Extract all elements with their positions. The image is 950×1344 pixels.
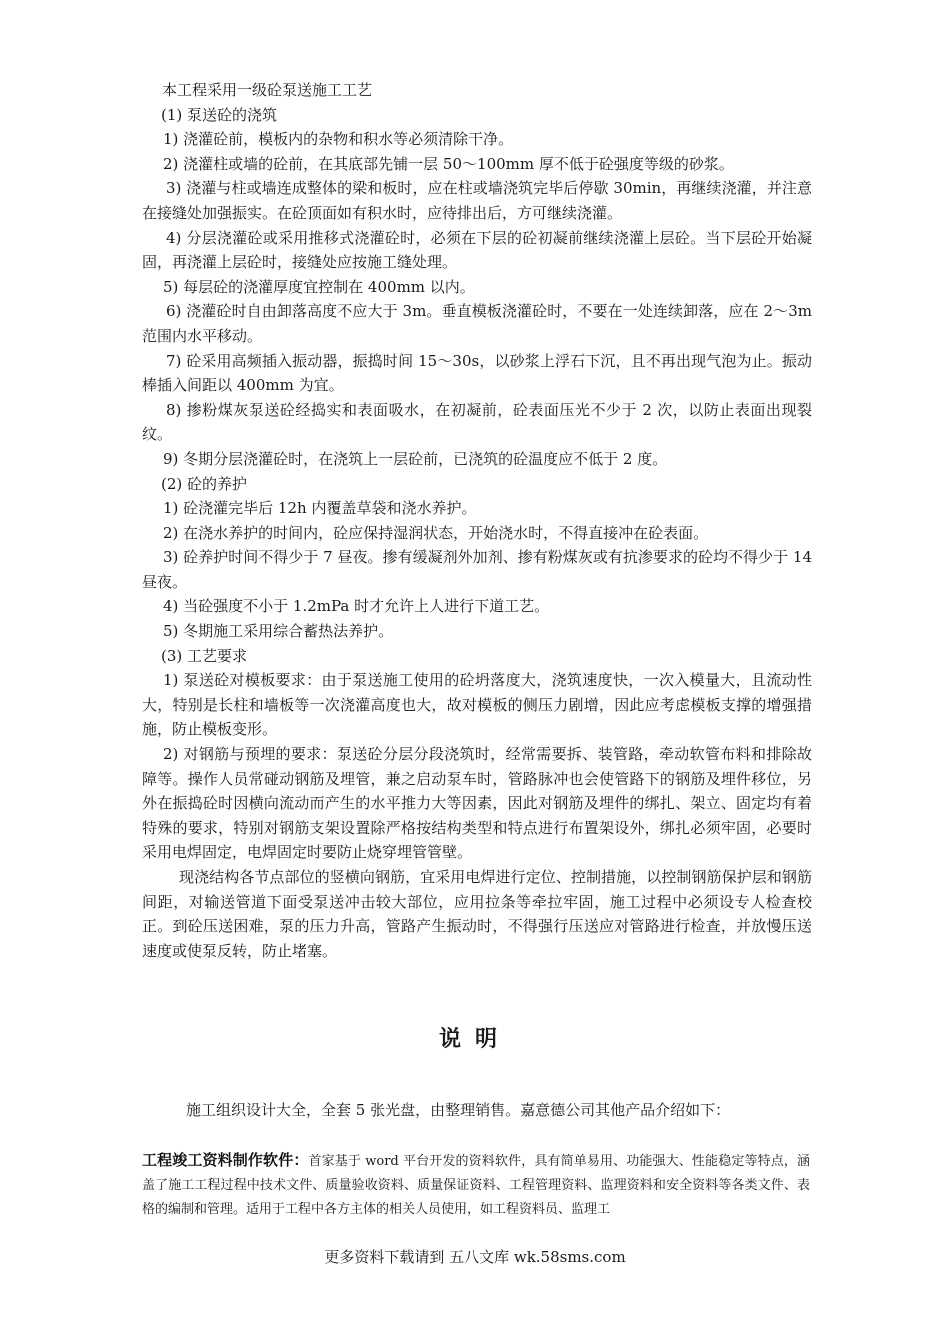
- paragraph: 8) 掺粉煤灰泵送砼经捣实和表面吸水，在初凝前，砼表面压光不少于 2 次，以防止表面出现裂纹。: [142, 400, 812, 444]
- body-text: [142, 78, 812, 963]
- paragraph: 7) 砼采用高频插入振动器，振捣时间 15～30s，以砂浆上浮石下沉，且不再出现气泡为止。振动棒插入间距以 400mm 为宜。: [142, 351, 812, 395]
- paragraph: 现浇结构各节点部位的竖横向钢筋，宜采用电焊进行定位、控制措施，以控制钢筋保护层和钢筋间距，对输送管道下面受泵送冲击较大部位，应用拉条等牵拉牢固，施工过程中必须设专人检查校正。到砼压送困难，泵的压力升高，管路产生振动时，不得强行压送应对管路进行检查，并放慢压送速度或使泵反转，防止堵塞。: [142, 868, 812, 960]
- paragraph: 9) 冬期分层浇灌砼时，在浇筑上一层砼前，已浇筑的砼温度应不低于 2 度。: [163, 449, 668, 468]
- paragraph: (3) 工艺要求: [161, 646, 248, 665]
- paragraph: 2) 在浇水养护的时间内，砼应保持湿润状态，开始浇水时，不得直接冲在砼表面。: [163, 523, 709, 542]
- paragraph: 3) 浇灌与柱或墙连成整体的梁和板时，应在柱或墙浇筑完毕后停歇 30min，再继续浇灌，并注意在接缝处加强振实。在砼顶面如有积水时，应待排出后，方可继续浇灌。: [142, 179, 812, 222]
- paragraph: 1) 泵送砼对模板要求：由于泵送施工使用的砼坍落度大，浇筑速度快，一次入模量大，且流动性大，特别是长柱和墙板等一次浇灌高度也大，故对模板的侧压力剧增，因此应考虑模板支撑的增强措施，防止模板变形。: [142, 671, 812, 739]
- paragraph: 5) 每层砼的浇灌厚度宜控制在 400mm 以内。: [163, 277, 475, 296]
- paragraph: 5) 冬期施工采用综合蓄热法养护。: [163, 622, 394, 641]
- product-desc: 首家基于 word 平台开发的资料软件，具有简单易用、功能强大、性能稳定等特点，涵盖了施工工程过程中技术文件、质量验收资料、质量保证资料、工程管理资料、监理资料和安全资料等各类文件、表格的编制和管理。适用于工程中各方主体的相关人员使用，如工程资料员、监理工: [142, 1154, 810, 1217]
- paragraph: 1) 浇灌砼前，模板内的杂物和积水等必须清除干净。: [163, 130, 514, 149]
- paragraph: (1) 泵送砼的浇筑: [161, 105, 278, 124]
- paragraph: 1) 砼浇灌完毕后 12h 内覆盖草袋和浇水养护。: [163, 499, 477, 518]
- paragraph: 6) 浇灌砼时自由卸落高度不应大于 3m。垂直模板浇灌砼时，不要在一处连续卸落，应在 2～3m 范围内水平移动。: [142, 302, 812, 345]
- product-name: 工程竣工资料制作软件：: [142, 1151, 309, 1169]
- paragraph: 4) 分层浇灌砼或采用推移式浇灌砼时，必须在下层的砼初凝前继续浇灌上层砼。当下层砼开始凝固，再浇灌上层砼时，接缝处应按施工缝处理。: [142, 228, 812, 272]
- footer-link-text: 更多资料下载请到 五八文库 wk.58sms.com: [324, 1248, 626, 1266]
- product-description: [142, 1148, 810, 1222]
- paragraph: 2) 浇灌柱或墙的砼前，在其底部先铺一层 50～100mm 厚不低于砼强度等级的砂浆。: [163, 154, 734, 173]
- paragraph: (2) 砼的养护: [161, 474, 248, 493]
- intro-line: 施工组织设计大全，全套 5 张光盘，由整理销售。嘉意德公司其他产品介绍如下：: [186, 1101, 731, 1119]
- paragraph: 本工程采用一级砼泵送施工工艺: [162, 81, 373, 99]
- section-title: 说明: [438, 1026, 511, 1052]
- paragraph: 4) 当砼强度不小于 1.2mPa 时才允许上人进行下道工艺。: [163, 597, 550, 616]
- paragraph: 2) 对钢筋与预埋的要求：泵送砼分层分段浇筑时，经常需要拆、装管路，牵动软管布料和排除故障等。操作人员常碰动钢筋及埋管，兼之启动泵车时，管路脉冲也会使管路下的钢筋及埋件移位，另外在振捣砼时因横向流动而产生的水平推力大等因素，因此对钢筋及埋件的绑扎、架立、固定均有着特殊的要求，特别对钢筋支架设置除严格按结构类型和特点进行布置架设外，绑扎必须牢固，必要时采用电焊固定，电焊固定时要防止烧穿埋管管壁。: [142, 745, 812, 862]
- paragraph: 3) 砼养护时间不得少于 7 昼夜。掺有缓凝剂外加剂、掺有粉煤灰或有抗渗要求的砼均不得少于 14 昼夜。: [142, 548, 812, 591]
